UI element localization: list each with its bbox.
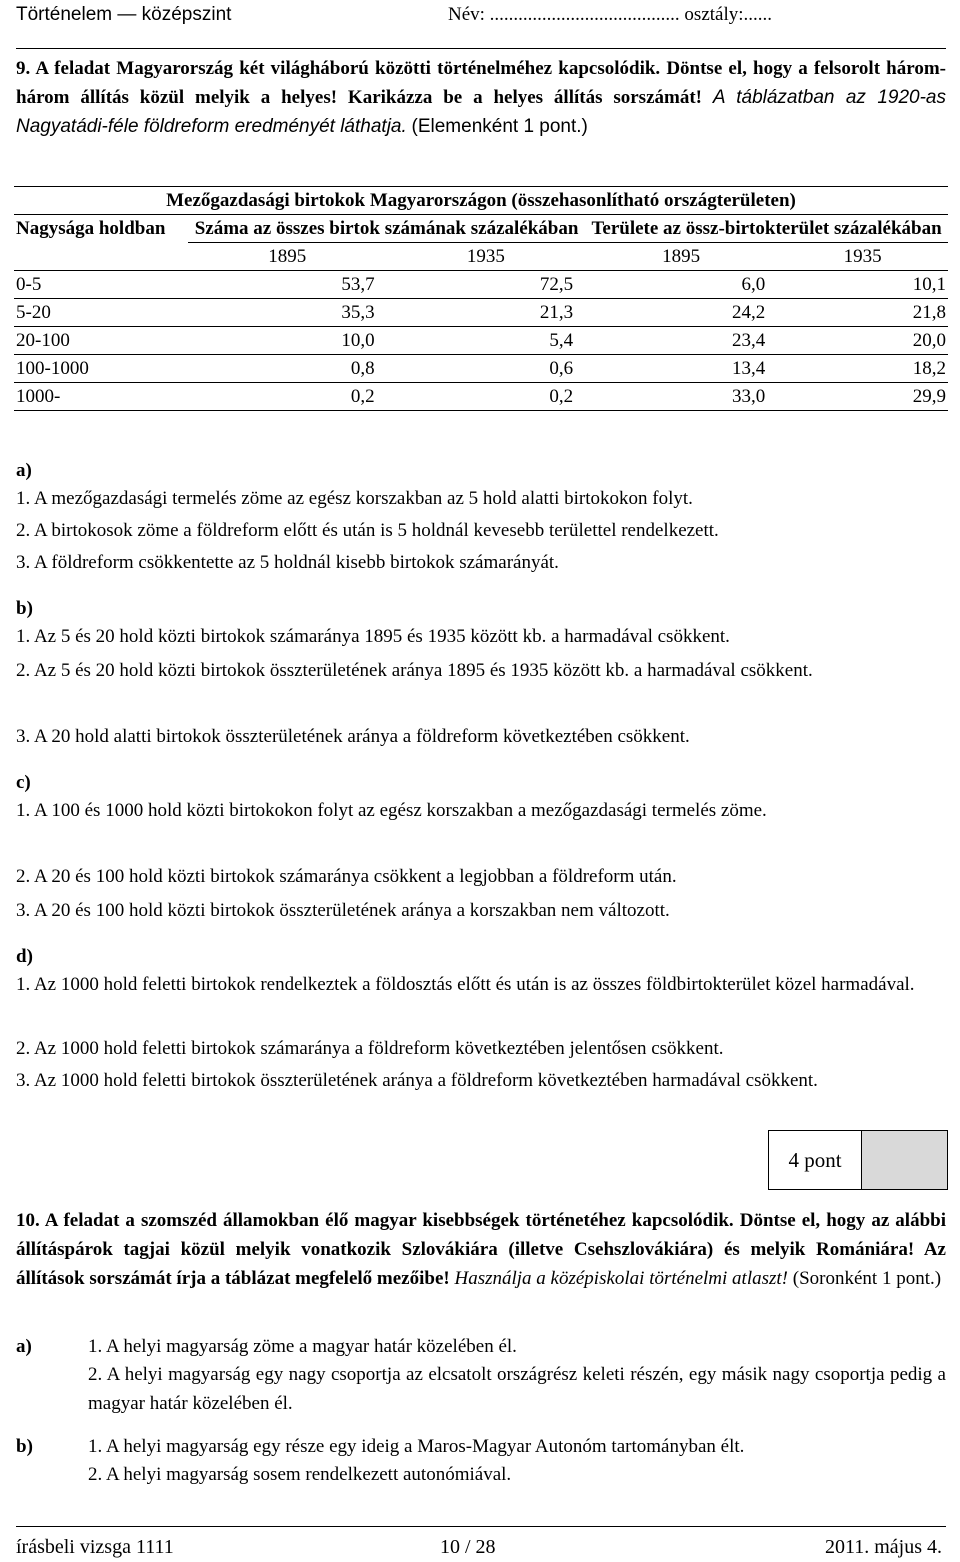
row-label: 0-5: [14, 271, 188, 299]
col-size-header: Nagysága holdban: [14, 215, 188, 243]
task9-table-note: A táblázatban az 1920-as Nagyatádi-féle földreform eredményét láthatja.: [16, 87, 946, 137]
points-box: [768, 1130, 948, 1190]
statement-d2[interactable]: 2. Az 1000 hold feletti birtokok számaránya a földreform következtében jelentősen csökkent.: [16, 1038, 724, 1059]
header-subject: Történelem — középszint: [16, 4, 232, 25]
cell-value: 0,6: [387, 355, 586, 383]
cell-value: 21,3: [387, 299, 586, 327]
year-cell: 1895: [188, 243, 387, 271]
cell-value: 18,2: [777, 355, 948, 383]
table-years-row: [14, 243, 948, 271]
year-cell: 1895: [585, 243, 777, 271]
cell-value: 72,5: [387, 271, 586, 299]
statement-c3[interactable]: 3. A 20 és 100 hold közti birtokok összterületének aránya a korszakban nem változott.: [16, 900, 670, 921]
statement-d3[interactable]: 3. Az 1000 hold feletti birtokok összterületének aránya a földreform következtében harmadával csökkent.: [16, 1070, 818, 1091]
cell-value: 0,8: [188, 355, 387, 383]
cell-value: 10,1: [777, 271, 948, 299]
statement-b1[interactable]: 1. Az 5 és 20 hold közti birtokok számaránya 1895 és 1935 között kb. a harmadával csökkent.: [16, 626, 730, 647]
landholding-table: [14, 186, 948, 411]
task10-instruction: 10. A feladat a szomszéd államokban élő magyar kisebbségek történetéhez kapcsolódik. Döntse el, hogy az alábbi állításpárok tagjai közül melyik vonatkozik Szlovákiára (illetve Csehszlovákiára) és melyik Romániára! Az állítások sorszámát írja a táblázat megfelelő mezőibe!: [16, 1210, 946, 1289]
task10-a-label: a): [16, 1336, 32, 1357]
cell-value: 35,3: [188, 299, 387, 327]
col-area-header: Területe az össz-birtokterület százalékában: [585, 215, 948, 243]
task10-a-statement-1: 1. A helyi magyarság zöme a magyar határ közelében él.: [88, 1336, 517, 1357]
task10-b-label: b): [16, 1436, 33, 1457]
statement-a3[interactable]: 3. A földreform csökkentette az 5 holdnál kisebb birtokok számarányát.: [16, 552, 559, 573]
header-name-field: Név: ........................................ osztály:......: [448, 4, 773, 25]
statement-a1[interactable]: 1. A mezőgazdasági termelés zöme az egész korszakban az 5 hold alatti birtokokon folyt.: [16, 488, 693, 509]
header-rule: [16, 48, 946, 49]
row-label: 100-1000: [14, 355, 188, 383]
cell-value: 23,4: [585, 327, 777, 355]
table-row: [14, 271, 948, 299]
cell-value: 5,4: [387, 327, 586, 355]
cell-value: 20,0: [777, 327, 948, 355]
table-header-row: [14, 215, 948, 243]
task9-intro: [16, 54, 946, 141]
section-b-label: b): [16, 598, 33, 619]
table-row: [14, 327, 948, 355]
cell-value: 0,2: [387, 383, 586, 411]
cell-value: 10,0: [188, 327, 387, 355]
task10-atlas-note: Használja a középiskolai történelmi atlaszt!: [454, 1268, 789, 1289]
row-label: 20-100: [14, 327, 188, 355]
page-number: 10 / 28: [440, 1536, 496, 1558]
cell-value: 6,0: [585, 271, 777, 299]
table-row: [14, 299, 948, 327]
section-d-label: d): [16, 946, 33, 967]
section-c-label: c): [16, 772, 31, 793]
table-title-row: [14, 187, 948, 215]
task9-scoring: (Elemenként 1 pont.): [411, 116, 588, 137]
points-label: 4 pont: [769, 1131, 862, 1189]
footer-exam-code: írásbeli vizsga 1111: [16, 1536, 174, 1558]
year-cell: 1935: [777, 243, 948, 271]
footer-rule: [16, 1526, 946, 1527]
statement-d1[interactable]: 1. Az 1000 hold feletti birtokok rendelkeztek a földosztás előtt és után is az összes földbirtokterület közel harmadával.: [16, 974, 915, 995]
table-row: [14, 383, 948, 411]
statement-b3[interactable]: 3. A 20 hold alatti birtokok összterületének aránya a földreform következtében csökkent.: [16, 726, 690, 747]
year-cell: 1935: [387, 243, 586, 271]
col-count-header: Száma az összes birtok számának százalékában: [188, 215, 585, 243]
task10-intro: [16, 1206, 946, 1293]
task10-b-statement-1: 1. A helyi magyarság egy része egy ideig a Maros-Magyar Autonóm tartományban élt.: [88, 1436, 745, 1457]
task9-instruction: 9. A feladat Magyarország két világháború közötti történelméhez kapcsolódik. Döntse el, hogy a felsorolt három-három állítás közül melyik a helyes! Karikázza be a helyes állítás sorszámát!: [16, 58, 946, 108]
cell-value: 24,2: [585, 299, 777, 327]
statement-c1[interactable]: 1. A 100 és 1000 hold közti birtokokon folyt az egész korszakban a mezőgazdasági termelés zöme.: [16, 800, 767, 821]
task10-scoring: (Soronként 1 pont.): [792, 1268, 942, 1289]
cell-value: 29,9: [777, 383, 948, 411]
statement-a2[interactable]: 2. A birtokosok zöme a földreform előtt és után is 5 holdnál kevesebb területtel rendelkezett.: [16, 520, 719, 541]
task10-b-statement-2: 2. A helyi magyarság sosem rendelkezett autonómiával.: [88, 1464, 512, 1485]
row-label: 1000-: [14, 383, 188, 411]
row-label: 5-20: [14, 299, 188, 327]
score-field[interactable]: [862, 1131, 947, 1189]
section-a-label: a): [16, 460, 32, 481]
cell-value: 33,0: [585, 383, 777, 411]
cell-value: 13,4: [585, 355, 777, 383]
cell-value: 21,8: [777, 299, 948, 327]
task10-a-statement-2: 2. A helyi magyarság egy nagy csoportja az elcsatolt országrész keleti részén, egy másik nagy csoportja pedig a magyar határ közelében él.: [88, 1364, 946, 1414]
footer-date: 2011. május 4.: [824, 1536, 942, 1558]
table-row: [14, 355, 948, 383]
statement-c2[interactable]: 2. A 20 és 100 hold közti birtokok számaránya csökkent a legjobban a földreform után.: [16, 866, 677, 887]
statement-b2[interactable]: 2. Az 5 és 20 hold közti birtokok összterületének aránya 1895 és 1935 között kb. a harmadával csökkent.: [16, 660, 813, 681]
table-title: Mezőgazdasági birtokok Magyarországon (összehasonlítható országterületen): [14, 187, 948, 215]
cell-value: 0,2: [188, 383, 387, 411]
cell-value: 53,7: [188, 271, 387, 299]
